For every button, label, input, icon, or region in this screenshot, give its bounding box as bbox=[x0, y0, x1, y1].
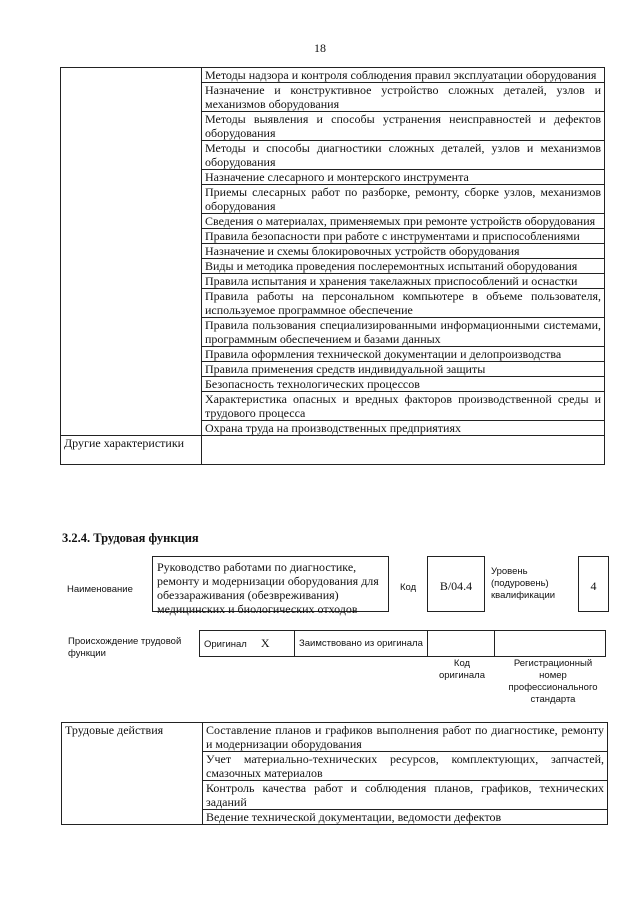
original-code-cell bbox=[428, 631, 495, 657]
caption-original-code: Код оригинала bbox=[438, 658, 485, 681]
knowledge-item: Виды и методика проведения послеремонтных испытаний оборудования bbox=[202, 259, 605, 274]
knowledge-item: Правила работы на персональном компьютере в объеме пользователя, используемое программное обеспечение bbox=[202, 289, 605, 318]
labor-action-item: Составление планов и графиков выполнения работ по диагностике, ремонту и модернизации оборудования bbox=[203, 723, 608, 752]
other-characteristics-value bbox=[202, 436, 605, 465]
other-characteristics-label: Другие характеристики bbox=[61, 436, 202, 465]
name-label: Наименование bbox=[67, 584, 133, 595]
labor-action-item: Учет материально-технических ресурсов, комплектующих, запчастей, смазочных материалов bbox=[203, 752, 608, 781]
knowledge-item: Назначение и конструктивное устройство сложных деталей, узлов и механизмов оборудования bbox=[202, 83, 605, 112]
knowledge-label-cell bbox=[61, 68, 202, 436]
level-box: 4 bbox=[578, 556, 609, 612]
knowledge-item: Характеристика опасных и вредных факторов производственной среды и трудового процесса bbox=[202, 392, 605, 421]
labor-action-item: Контроль качества работ и соблюдения планов, графиков, технических заданий bbox=[203, 781, 608, 810]
knowledge-item: Правила пользования специализированными информационными системами, программным обеспечением и базами данных bbox=[202, 318, 605, 347]
original-label: Оригинал bbox=[204, 638, 247, 650]
code-box: В/04.4 bbox=[427, 556, 485, 612]
code-label: Код bbox=[400, 582, 417, 593]
function-name-box: Руководство работами по диагностике, ремонту и модернизации оборудования для обеззараживания (обезвреживания) медицинских и биологических отходов bbox=[152, 556, 389, 612]
knowledge-item: Правила оформления технической документации и делопроизводства bbox=[202, 347, 605, 362]
knowledge-item: Методы выявления и способы устранения неисправностей и дефектов оборудования bbox=[202, 112, 605, 141]
knowledge-item: Назначение и схемы блокировочных устройств оборудования bbox=[202, 244, 605, 259]
reg-number-cell bbox=[495, 631, 606, 657]
page-number: 18 bbox=[314, 41, 326, 55]
knowledge-item: Правила испытания и хранения такелажных приспособлений и оснастки bbox=[202, 274, 605, 289]
knowledge-item: Правила безопасности при работе с инструментами и приспособлениями bbox=[202, 229, 605, 244]
knowledge-table bbox=[60, 67, 605, 465]
knowledge-item: Методы надзора и контроля соблюдения правил эксплуатации оборудования bbox=[202, 68, 605, 83]
section-heading: 3.2.4. Трудовая функция bbox=[62, 531, 199, 545]
knowledge-item: Охрана труда на производственных предприятиях bbox=[202, 421, 605, 436]
table-row bbox=[61, 68, 605, 83]
level-label: Уровень (подуровень) квалификации bbox=[491, 566, 556, 601]
original-cell bbox=[200, 631, 295, 657]
borrowed-label: Заимствовано из оригинала bbox=[295, 631, 428, 657]
table-row bbox=[61, 436, 605, 465]
knowledge-item: Назначение слесарного и монтерского инструмента bbox=[202, 170, 605, 185]
original-mark: X bbox=[260, 635, 270, 650]
caption-reg-number: Регистрационный номер профессионального стандарта bbox=[508, 658, 598, 705]
labor-action-item: Ведение технической документации, ведомости дефектов bbox=[203, 810, 608, 825]
knowledge-item: Приемы слесарных работ по разборке, ремонту, сборке узлов, механизмов оборудования bbox=[202, 185, 605, 214]
knowledge-item: Методы и способы диагностики сложных деталей, узлов и механизмов оборудования bbox=[202, 141, 605, 170]
table-row bbox=[62, 723, 608, 752]
origin-label: Происхождение трудовой функции bbox=[68, 636, 182, 659]
labor-actions-table bbox=[61, 722, 608, 825]
knowledge-item: Безопасность технологических процессов bbox=[202, 377, 605, 392]
labor-actions-label: Трудовые действия bbox=[62, 723, 203, 825]
origin-table bbox=[199, 630, 606, 657]
knowledge-item: Правила применения средств индивидуальной защиты bbox=[202, 362, 605, 377]
knowledge-item: Сведения о материалах, применяемых при ремонте устройств оборудования bbox=[202, 214, 605, 229]
